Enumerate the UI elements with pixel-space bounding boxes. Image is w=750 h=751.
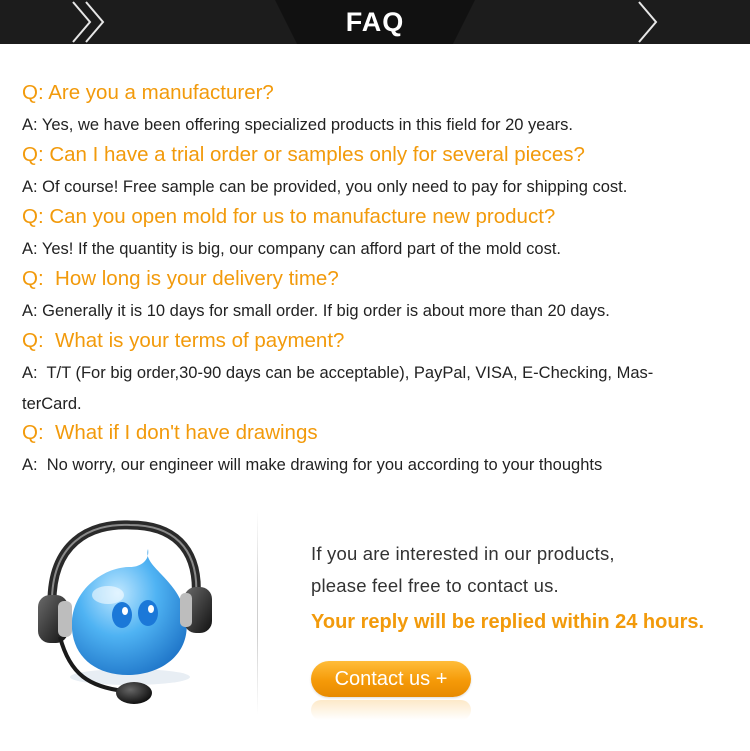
double-chevron-right-icon: [70, 0, 110, 44]
faq-question: Q: Can you open mold for us to manufacture new product?: [22, 205, 556, 228]
faq-question: Q: What is your terms of payment?: [22, 329, 345, 352]
faq-item: [22, 328, 732, 420]
divider-line: [257, 510, 258, 715]
faq-answer: A: Of course! Free sample can be provided, you only need to pay for shipping cost.: [22, 178, 628, 196]
contact-text-line2: please feel free to contact us.: [311, 575, 559, 596]
contact-text-line1: If you are interested in our products,: [311, 543, 615, 564]
button-reflection: [311, 700, 471, 720]
faq-answer: A: Yes, we have been offering specialized products in this field for 20 years.: [22, 116, 573, 134]
faq-item: [22, 204, 732, 266]
header-title-tab: [275, 0, 475, 44]
customer-service-mascot-icon: [30, 515, 220, 715]
chevron-right-icon: [636, 0, 662, 44]
faq-list: [22, 80, 732, 482]
faq-item: [22, 266, 732, 328]
page-title: FAQ: [345, 7, 405, 37]
reply-notice: Your reply will be replied within 24 hours.: [311, 611, 705, 633]
faq-item: [22, 142, 732, 204]
faq-question: Q: Can I have a trial order or samples only for several pieces?: [22, 143, 585, 166]
contact-us-button[interactable]: Contact us +: [311, 661, 471, 697]
faq-item: [22, 80, 732, 142]
faq-item: [22, 420, 732, 482]
faq-answer: A: Generally it is 10 days for small order. If big order is about more than 20 days.: [22, 302, 610, 320]
faq-answer: A: T/T (For big order,30-90 days can be acceptable), PayPal, VISA, E-Checking, Mas- terCard.: [22, 364, 654, 413]
faq-question: Q: What if I don't have drawings: [22, 421, 318, 444]
faq-answer: A: No worry, our engineer will make drawing for you according to your thoughts: [22, 456, 603, 474]
faq-question: Q: Are you a manufacturer?: [22, 81, 274, 104]
header-bar: [0, 0, 750, 44]
faq-answer: A: Yes! If the quantity is big, our company can afford part of the mold cost.: [22, 240, 562, 258]
faq-question: Q: How long is your delivery time?: [22, 267, 339, 290]
